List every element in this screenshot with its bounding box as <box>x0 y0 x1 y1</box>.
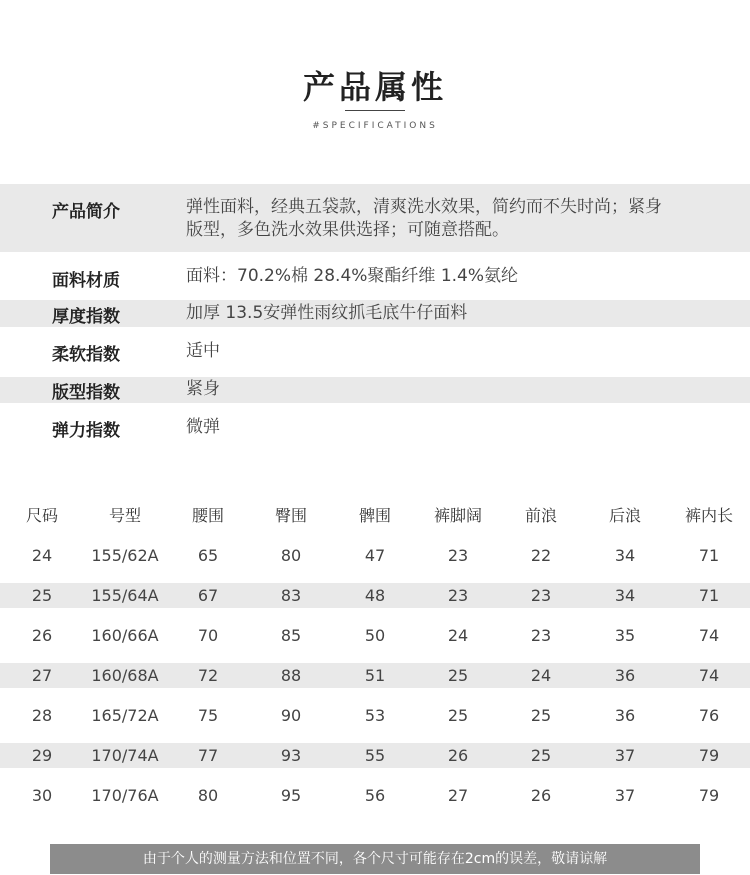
spec-label: 弹力指数 <box>52 421 120 441</box>
table-cell: 155/62A <box>91 546 159 565</box>
table-cell: 93 <box>280 746 302 765</box>
column-header: 号型 <box>108 506 141 525</box>
spec-row-fit <box>0 377 750 403</box>
table-cell: 26 <box>31 626 53 645</box>
spec-row-stretch <box>0 403 750 453</box>
table-cell: 29 <box>31 746 53 765</box>
column-header: 尺码 <box>25 506 58 525</box>
table-cell: 53 <box>364 706 386 725</box>
spec-label: 柔软指数 <box>52 345 120 365</box>
table-row <box>0 663 750 688</box>
table-cell: 51 <box>364 666 386 685</box>
table-cell: 37 <box>614 746 636 765</box>
table-cell: 55 <box>364 746 386 765</box>
table-cell: 34 <box>614 546 636 565</box>
spec-value <box>186 378 750 401</box>
table-cell: 25 <box>530 746 552 765</box>
table-cell: 28 <box>31 706 53 725</box>
spec-label: 厚度指数 <box>52 307 120 327</box>
spec-value-line: 适中 <box>186 341 220 361</box>
spec-value-line: 版型，多色洗水效果供选择；可随意搭配。 <box>186 220 509 240</box>
spec-value <box>186 302 750 325</box>
table-row <box>0 703 750 728</box>
table-cell: 74 <box>698 666 720 685</box>
table-cell: 24 <box>31 546 53 565</box>
column-header: 后浪 <box>608 506 641 525</box>
table-cell: 65 <box>197 546 219 565</box>
table-cell: 67 <box>197 586 219 605</box>
spec-row-material <box>0 252 750 300</box>
spec-value-line: 加厚 13.5安弹性雨纹抓毛底牛仔面料 <box>186 303 468 323</box>
table-row <box>0 623 750 648</box>
table-cell: 34 <box>614 586 636 605</box>
table-cell: 27 <box>447 786 469 805</box>
table-cell: 30 <box>31 786 53 805</box>
column-header: 裤脚阔 <box>433 506 482 525</box>
title-divider <box>345 110 405 111</box>
spec-value-line: 面料：70.2%棉 28.4%聚酯纤维 1.4%氨纶 <box>186 266 519 286</box>
table-cell: 80 <box>280 546 302 565</box>
table-cell: 160/68A <box>91 666 159 685</box>
table-cell: 76 <box>698 706 720 725</box>
spec-value <box>186 340 750 363</box>
table-row <box>0 583 750 608</box>
table-cell: 170/74A <box>91 746 159 765</box>
table-cell: 88 <box>280 666 302 685</box>
table-cell: 77 <box>197 746 219 765</box>
table-cell: 24 <box>530 666 552 685</box>
page-subtitle: #SPECIFICATIONS <box>312 121 438 131</box>
table-cell: 37 <box>614 786 636 805</box>
table-cell: 23 <box>530 626 552 645</box>
table-cell: 22 <box>530 546 552 565</box>
spec-row-thickness <box>0 300 750 327</box>
table-cell: 24 <box>447 626 469 645</box>
spec-value <box>186 196 750 242</box>
table-row <box>0 783 750 808</box>
table-row <box>0 543 750 568</box>
spec-value-line: 弹性面料，经典五袋款，清爽洗水效果，简约而不失时尚；紧身 <box>186 197 662 217</box>
table-cell: 25 <box>530 706 552 725</box>
spec-value-line: 紧身 <box>186 379 220 399</box>
table-cell: 36 <box>614 706 636 725</box>
table-cell: 47 <box>364 546 386 565</box>
table-cell: 23 <box>530 586 552 605</box>
table-cell: 25 <box>31 586 53 605</box>
table-cell: 23 <box>447 546 469 565</box>
table-cell: 26 <box>530 786 552 805</box>
table-cell: 27 <box>31 666 53 685</box>
spec-value-line: 微弹 <box>186 417 220 437</box>
table-cell: 71 <box>698 586 720 605</box>
spec-label: 版型指数 <box>52 383 120 403</box>
spec-value <box>186 265 750 288</box>
spec-row-intro <box>0 184 750 252</box>
table-cell: 23 <box>447 586 469 605</box>
table-cell: 26 <box>447 746 469 765</box>
page-title: 产品属性 <box>302 68 447 106</box>
table-cell: 160/66A <box>91 626 159 645</box>
column-header: 裤内长 <box>684 506 733 525</box>
table-cell: 165/72A <box>91 706 159 725</box>
table-cell: 72 <box>197 666 219 685</box>
table-cell: 36 <box>614 666 636 685</box>
table-cell: 90 <box>280 706 302 725</box>
table-cell: 75 <box>197 706 219 725</box>
table-cell: 56 <box>364 786 386 805</box>
column-header: 髀围 <box>358 506 391 525</box>
table-cell: 70 <box>197 626 219 645</box>
column-header: 臀围 <box>274 506 307 525</box>
size-table-header <box>0 503 750 528</box>
spec-row-softness <box>0 327 750 377</box>
table-row <box>0 743 750 768</box>
table-cell: 48 <box>364 586 386 605</box>
table-cell: 83 <box>280 586 302 605</box>
table-cell: 25 <box>447 666 469 685</box>
table-cell: 79 <box>698 786 720 805</box>
spec-value <box>186 416 750 439</box>
table-cell: 95 <box>280 786 302 805</box>
table-cell: 35 <box>614 626 636 645</box>
spec-table <box>0 184 750 453</box>
table-cell: 50 <box>364 626 386 645</box>
column-header: 腰围 <box>191 506 224 525</box>
table-cell: 79 <box>698 746 720 765</box>
table-cell: 74 <box>698 626 720 645</box>
table-cell: 80 <box>197 786 219 805</box>
table-cell: 155/64A <box>91 586 159 605</box>
table-cell: 71 <box>698 546 720 565</box>
measurement-note: 由于个人的测量方法和位置不同，各个尺寸可能存在2cm的误差，敬请谅解 <box>50 844 700 874</box>
table-cell: 170/76A <box>91 786 159 805</box>
spec-label: 产品简介 <box>52 202 120 222</box>
column-header: 前浪 <box>524 506 557 525</box>
table-cell: 25 <box>447 706 469 725</box>
table-cell: 85 <box>280 626 302 645</box>
spec-label: 面料材质 <box>52 271 120 291</box>
